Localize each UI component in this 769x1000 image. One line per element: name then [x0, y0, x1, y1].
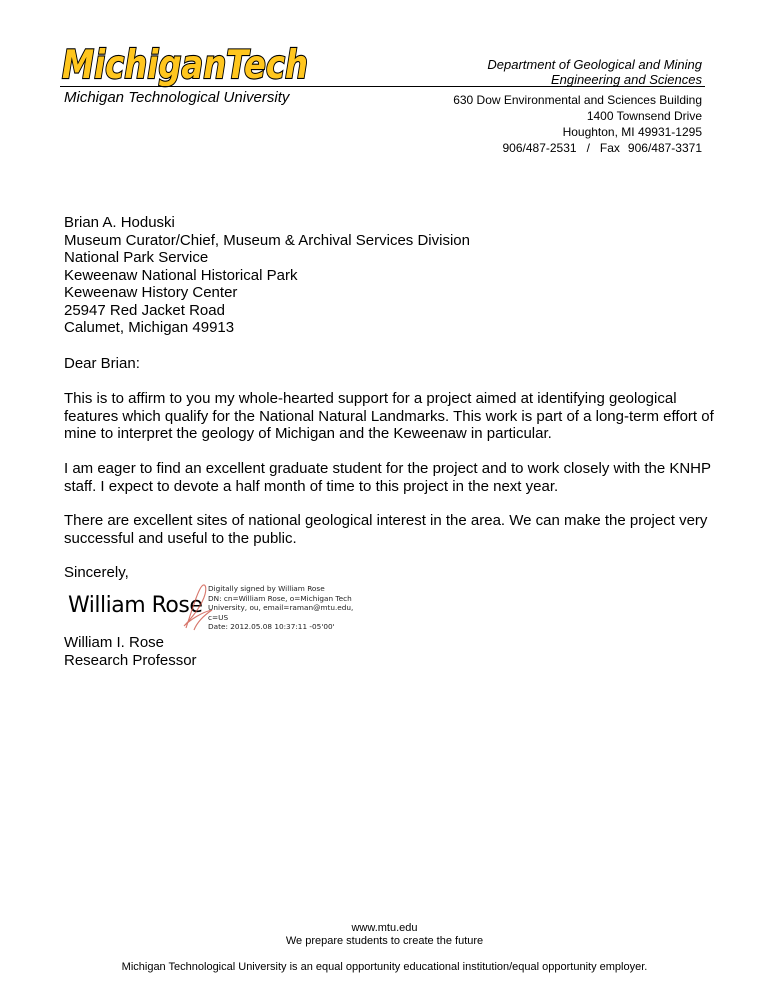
footer-website: www.mtu.edu	[351, 922, 418, 934]
signature-detail-line: Digitally signed by William Rose	[208, 584, 325, 593]
signature-detail-line: DN: cn=William Rose, o=Michigan Tech	[208, 593, 352, 603]
recipient-line: Calumet, Michigan 49913	[64, 319, 235, 336]
body-paragraph-3: There are excellent sites of national geological interest in the area. We can make the project very successful and useful to the public.	[64, 512, 708, 547]
salutation: Dear Brian:	[64, 355, 140, 372]
logo-wordmark	[60, 40, 312, 88]
signature-detail-line: c=US	[208, 612, 229, 622]
body-paragraph-2: I am eager to find an excellent graduate student for the project and to work closely with the KNHP staff. I expect to devote a half month of time to this project in the next year.	[64, 460, 711, 495]
recipient-line: National Park Service	[64, 249, 209, 266]
address-line-3: Houghton, MI 49931-1295	[562, 125, 702, 139]
recipient-line: Keweenaw History Center	[64, 284, 238, 301]
recipient-line: Keweenaw National Historical Park	[64, 266, 298, 284]
closing: Sincerely,	[64, 564, 129, 581]
phone-fax-separator: /	[586, 141, 590, 155]
signer-title: Research Professor	[64, 651, 197, 669]
address-line-1: 630 Dow Environmental and Sciences Building	[453, 93, 702, 107]
footer	[0, 922, 769, 948]
phone-number: 906/487-2531	[502, 141, 577, 155]
signature-detail-line: Date: 2012.05.08 10:37:11 -05'00'	[208, 622, 335, 632]
phone-fax-line	[453, 140, 702, 156]
recipient-line: Brian A. Hoduski	[64, 214, 175, 231]
logo-text: MichiganTech	[62, 43, 308, 88]
address-line-2: 1400 Townsend Drive	[586, 109, 702, 123]
digital-signature-details	[208, 584, 353, 632]
recipient-line: 25947 Red Jacket Road	[64, 301, 225, 319]
fax-label: Fax	[599, 141, 620, 155]
department-line-2: Engineering and Sciences	[550, 72, 702, 87]
university-name: Michigan Technological University	[64, 89, 290, 106]
signature-detail-line: University, ou, email=raman@mtu.edu,	[208, 603, 354, 613]
footer-tagline: We prepare students to create the future	[285, 935, 484, 947]
fax-number: 906/487-3371	[627, 141, 702, 155]
signer-name: William I. Rose	[64, 634, 165, 651]
signer-block	[64, 634, 197, 669]
body-paragraph-1: This is to affirm to you my whole-hearted support for a project aimed at identifying geological features which qualify for the National Natural Landmarks. This work is part of a long-term effort of mine to interpret the geology of Michigan and the Keweenaw in particular.	[64, 390, 714, 442]
department-line-1: Department of Geological and Mining	[487, 57, 702, 72]
digital-signature-name: William Rose	[68, 593, 203, 618]
recipient-address	[64, 214, 470, 337]
recipient-line: Museum Curator/Chief, Museum & Archival Services Division	[64, 231, 470, 249]
footer-equal-opportunity: Michigan Technological University is an equal opportunity educational institution/equal opportunity employer.	[121, 961, 648, 973]
michigan-tech-logo	[60, 40, 312, 88]
department-address	[453, 92, 702, 156]
department-name	[487, 57, 702, 87]
